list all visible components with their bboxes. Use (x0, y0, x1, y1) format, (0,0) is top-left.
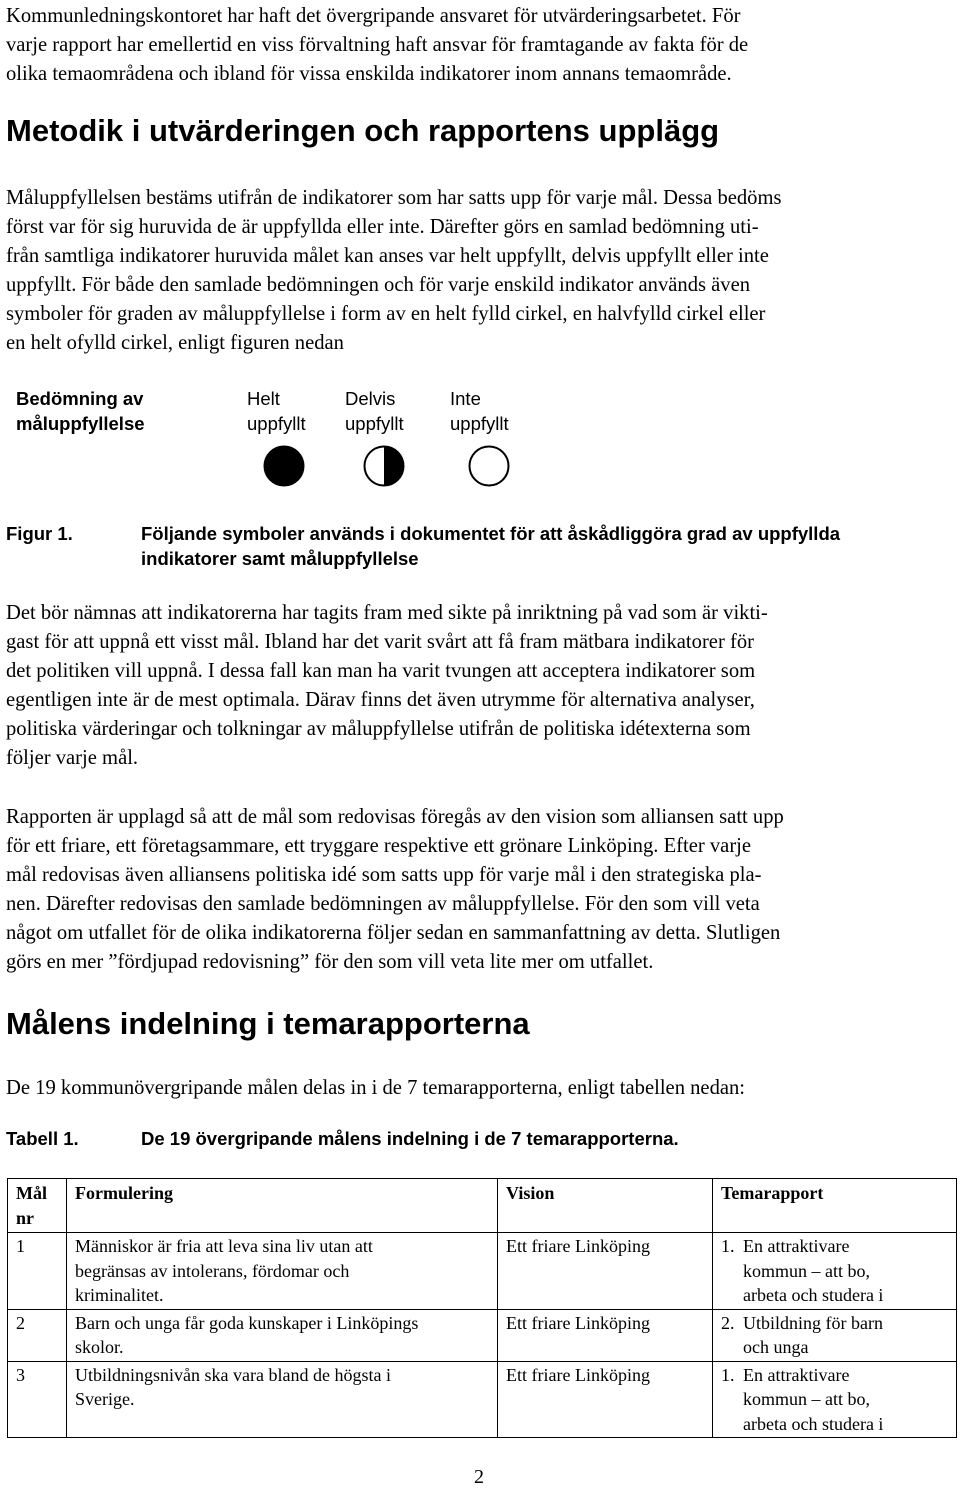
cell-line: kommun – att bo, (743, 1260, 870, 1281)
page-number: 2 (474, 1466, 484, 1488)
paragraph-line: gast för att uppnå ett visst mål. Ibland har det varit svårt att få fram mätbara indikatorer för (6, 631, 754, 653)
table-row (8, 1361, 957, 1438)
paragraph-line: en helt ofylld cirkel, enligt figuren nedan (6, 332, 344, 354)
table-row (8, 1233, 957, 1310)
paragraph-line: Rapporten är upplagd så att de mål som redovisas föregås av den vision som alliansen satt upp (6, 806, 784, 828)
paragraph-line: De 19 kommunövergripande målen delas in i de 7 temarapporterna, enligt tabellen nedan: (6, 1077, 746, 1099)
figure-caption-line: indikatorer samt måluppfyllelse (141, 548, 419, 569)
cell-nr: 2 (8, 1309, 67, 1361)
paragraph-line: politiska värderingar och tolkningar av måluppfyllelse utifrån de politiska idétexterna som (6, 718, 751, 740)
table-row (8, 1309, 957, 1361)
malens-paragraph (6, 1074, 956, 1103)
symbol-label-helt (247, 386, 306, 436)
paragraph-line: något om utfallet för de olika indikatorerna följer sedan en sammanfattning av detta. Slutligen (6, 922, 781, 944)
figure-label-line: Bedömning av (16, 388, 144, 409)
rapport-number: 2. (721, 1312, 735, 1333)
cell-line: En attraktivare (743, 1364, 850, 1385)
intro-line: varje rapport har emellertid en viss förvaltning haft ansvar för framtagande av fakta för de (6, 34, 749, 56)
symbol-label-line: Delvis (345, 388, 396, 409)
cell-line: begränsas av intolerans, fördomar och (75, 1260, 350, 1281)
paragraph-line: för ett friare, ett företagsammare, ett tryggare respektive ett grönare Linköping. Efter varje (6, 835, 752, 857)
half-filled-circle-icon (363, 445, 405, 487)
cell-formulering (67, 1309, 498, 1361)
cell-line: Utbildning för barn (743, 1312, 883, 1333)
cell-line: Barn och unga får goda kunskaper i Linköpings (75, 1312, 419, 1333)
cell-temarapport (713, 1233, 957, 1310)
section-heading-malens-indelning: Målens indelning i temarapporterna (6, 1006, 530, 1041)
paragraph-line: görs en mer ”fördjupad redovisning” för den som vill veta lite mer om utfallet. (6, 951, 654, 973)
symbol-label-inte (450, 386, 509, 436)
cell-line: arbeta och studera i (743, 1413, 884, 1434)
paragraph-line: uppfyllt. För både den samlade bedömningen och för varje enskild indikator används även (6, 274, 751, 296)
cell-nr: 1 (8, 1233, 67, 1310)
paragraph-line: nen. Därefter redovisas den samlade bedömningen av måluppfyllelse. För den som vill veta (6, 893, 760, 915)
intro-line: Kommunledningskontoret har haft det övergripande ansvaret för utvärderingsarbetet. För (6, 5, 741, 27)
cell-vision: Ett friare Linköping (498, 1361, 713, 1438)
cell-vision: Ett friare Linköping (498, 1233, 713, 1310)
header-line: Mål (16, 1183, 47, 1203)
filled-circle-icon (263, 445, 305, 487)
symbol-label-line: uppfyllt (345, 413, 404, 434)
cell-nr: 3 (8, 1361, 67, 1438)
symbol-label-line: Inte (450, 388, 481, 409)
symbol-label-line: Helt (247, 388, 280, 409)
header-mal-nr (8, 1179, 67, 1233)
cell-formulering (67, 1233, 498, 1310)
cell-line: kommun – att bo, (743, 1389, 870, 1409)
cell-line: En attraktivare (743, 1236, 850, 1256)
figure-caption-label: Figur 1. (6, 523, 73, 544)
paragraph-line: från samtliga indikatorer huruvida målet kan anses var helt uppfyllt, delvis uppfyllt eller inte (6, 245, 769, 267)
section-heading-metodik: Metodik i utvärderingen och rapportens upplägg (6, 113, 720, 148)
table-header-row (8, 1179, 957, 1233)
symbol-label-line: uppfyllt (450, 413, 509, 434)
paragraph-line: det politiken vill uppnå. I dessa fall kan man ha varit tvungen att acceptera indikatorer som (6, 660, 756, 682)
header-temarapport: Temarapport (713, 1179, 957, 1233)
figure-row-label (16, 386, 145, 436)
paragraph-line: mål redovisas även alliansens politiska idé som satts upp för varje mål i den strategiska pla- (6, 864, 762, 886)
paragraph-line: egentligen inte är de mest optimala. Därav finns det även utrymme för alternativa analyser, (6, 689, 755, 711)
cell-vision: Ett friare Linköping (498, 1309, 713, 1361)
indikator-paragraph (6, 599, 956, 773)
symbol-label-line: uppfyllt (247, 413, 306, 434)
cell-temarapport (713, 1361, 957, 1438)
cell-temarapport (713, 1309, 957, 1361)
header-vision: Vision (498, 1179, 713, 1233)
rapport-number: 1. (721, 1236, 735, 1256)
symbol-label-delvis (345, 386, 404, 436)
table-caption-label: Tabell 1. (6, 1128, 79, 1149)
paragraph-line: följer varje mål. (6, 747, 139, 769)
goals-table (7, 1178, 957, 1438)
cell-formulering (67, 1361, 498, 1438)
cell-line: Sverige. (75, 1389, 135, 1409)
cell-line: och unga (743, 1337, 809, 1357)
cell-line: Människor är fria att leva sina liv utan att (75, 1236, 373, 1256)
rapport-number: 1. (721, 1364, 735, 1385)
empty-circle-icon (468, 445, 510, 487)
paragraph-line: först var för sig huruvida de är uppfyllda eller inte. Därefter görs en samlad bedömning uti- (6, 216, 759, 238)
intro-line: olika temaområdena och ibland för vissa enskilda indikatorer inom annans temaområde. (6, 63, 732, 85)
figure-caption-line: Följande symboler används i dokumentet för att åskådliggöra grad av uppfyllda (141, 523, 841, 544)
header-formulering: Formulering (67, 1179, 498, 1233)
paragraph-line: Det bör nämnas att indikatorerna har tagits fram med sikte på inriktning på vad som är vikti- (6, 602, 768, 624)
paragraph-line: symboler för graden av måluppfyllelse i form av en helt fylld cirkel, en halvfylld cirkel eller (6, 303, 766, 325)
cell-line: kriminalitet. (75, 1285, 164, 1305)
cell-line: Utbildningsnivån ska vara bland de högsta i (75, 1364, 391, 1385)
figure-label-line: måluppfyllelse (16, 413, 145, 434)
cell-line: arbeta och studera i (743, 1285, 884, 1305)
upplagg-paragraph (6, 803, 956, 977)
intro-paragraph (6, 2, 956, 89)
figure-caption (141, 521, 840, 571)
paragraph-line: Måluppfyllelsen bestäms utifrån de indikatorer som har satts upp för varje mål. Dessa bedöms (6, 187, 782, 209)
cell-line: skolor. (75, 1337, 124, 1357)
header-line: nr (16, 1207, 34, 1228)
table-caption: De 19 övergripande målens indelning i de 7 temarapporterna. (141, 1128, 679, 1149)
metodik-paragraph (6, 184, 956, 358)
